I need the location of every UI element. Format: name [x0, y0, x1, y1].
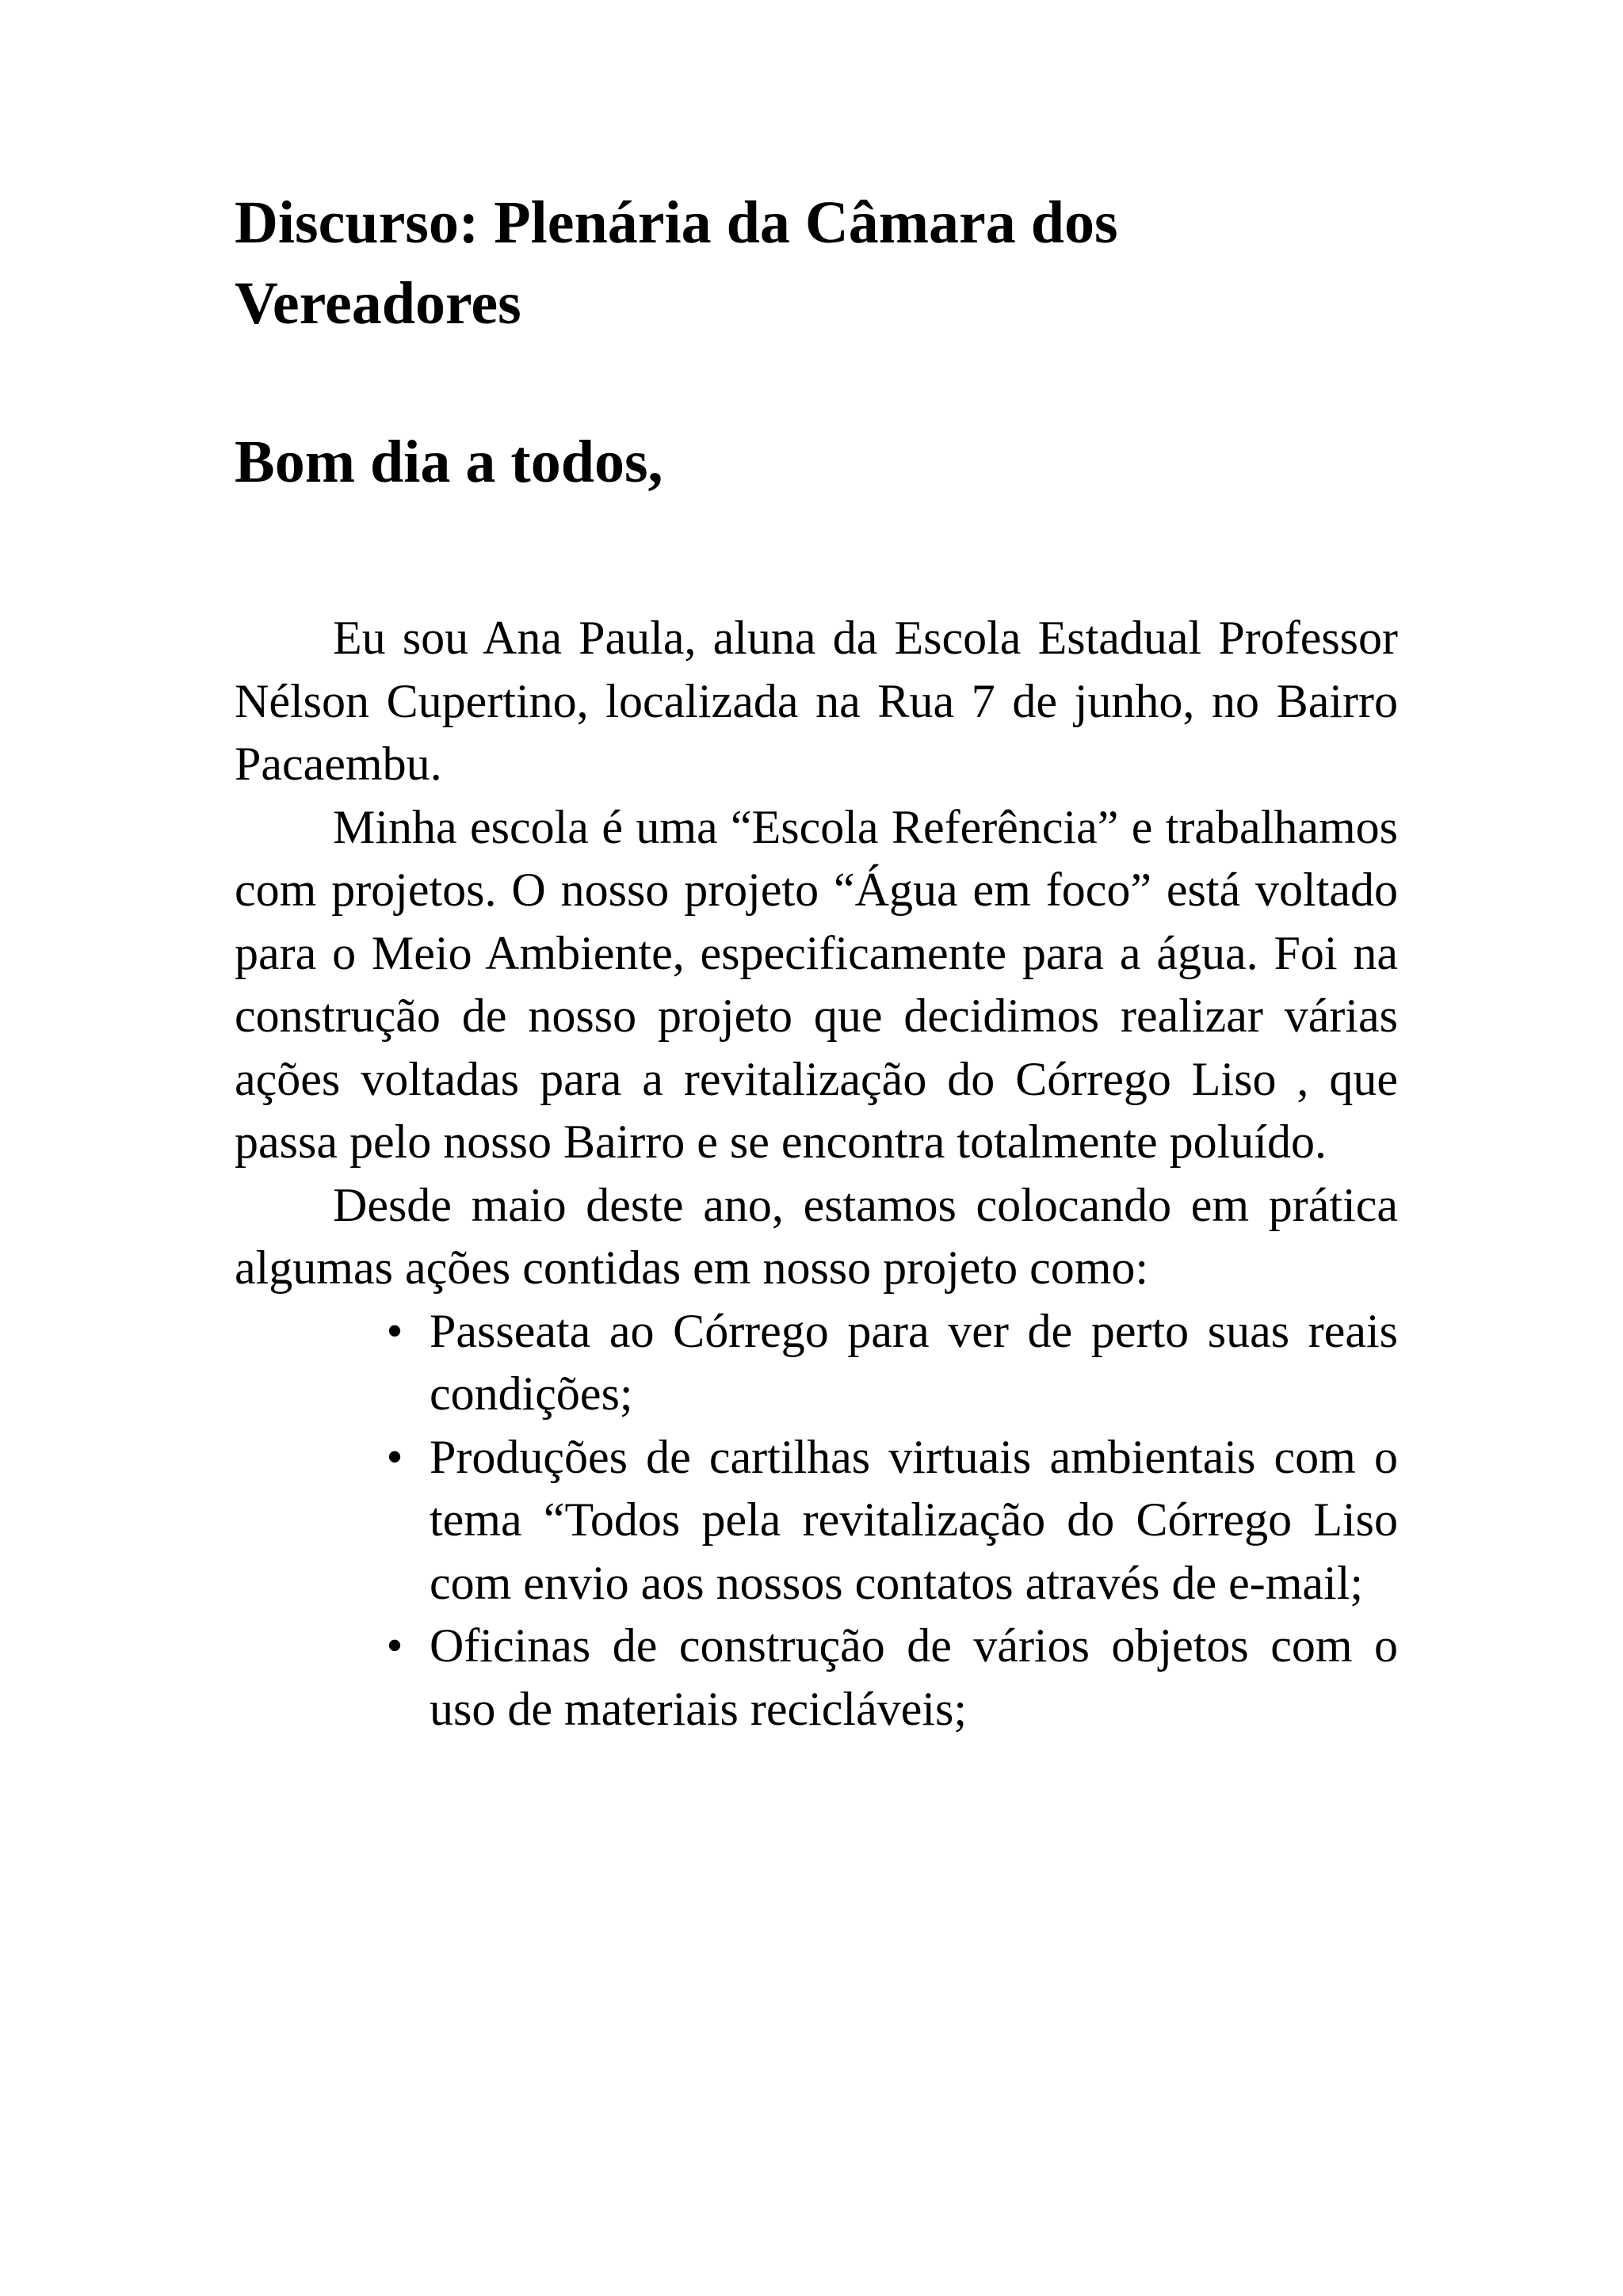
list-item-text: Produções de cartilhas virtuais ambientais com o tema “Todos pela revitalização do Córrego Liso com envio aos nossos contatos através de e-mail; [430, 1430, 1398, 1609]
list-item-text: Oficinas de construção de vários objetos com o uso de materiais recicláveis; [430, 1619, 1398, 1735]
paragraph-introduction: Eu sou Ana Paula, aluna da Escola Estadual Professor Nélson Cupertino, localizada na Rua 7 de junho, no Bairro Pacaembu. [235, 612, 1398, 790]
list-item [386, 1426, 1398, 1615]
actions-list [235, 1300, 1398, 1741]
document-content [235, 182, 1398, 1741]
bullet-icon: • [386, 1430, 403, 1483]
document-title: Discurso: Plenária da Câmara dos Vereadores [235, 189, 1118, 337]
list-item-text: Passeata ao Córrego para ver de perto suas reais condições; [430, 1304, 1398, 1420]
list-item [386, 1615, 1398, 1741]
paragraph-project: Minha escola é uma “Escola Referência” e trabalhamos com projetos. O nosso projeto “Água em foco” está voltado para o Meio Ambiente, especificamente para a água. Foi na construção de nosso projeto que decidimos realizar várias ações voltadas para a revitalização do Córrego Liso , que passa pelo nosso Bairro e se encontra totalmente poluído. [235, 800, 1398, 1168]
bullet-icon: • [386, 1304, 403, 1357]
list-item [386, 1300, 1398, 1426]
greeting-heading: Bom dia a todos, [235, 429, 663, 495]
paragraph-actions-intro: Desde maio deste ano, estamos colocando em prática algumas ações contidas em nosso projeto como: [235, 1178, 1398, 1294]
bullet-icon: • [386, 1619, 403, 1672]
speech-body [235, 607, 1398, 1741]
